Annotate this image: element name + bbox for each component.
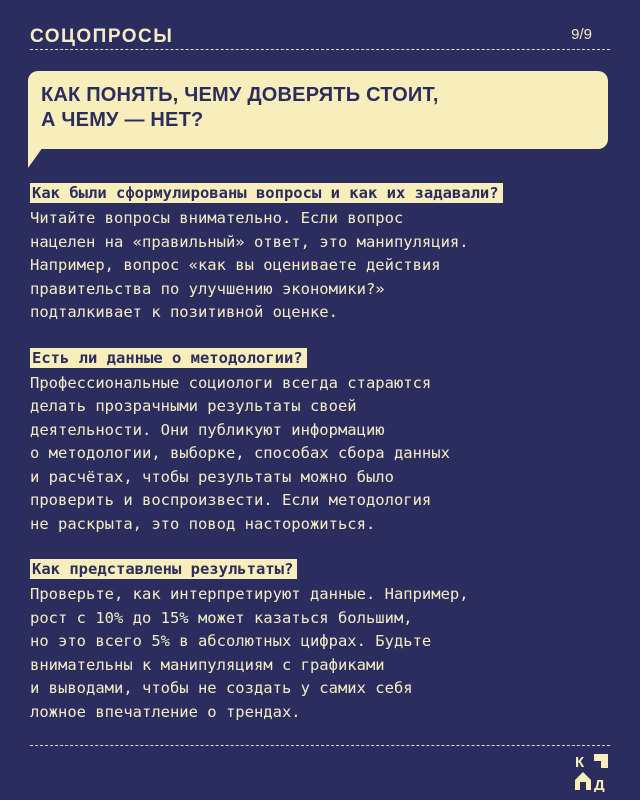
house-logo-icon xyxy=(574,752,610,792)
logo-letter-top: К xyxy=(575,754,585,771)
callout-bubble xyxy=(28,71,608,149)
brand-title: СОЦОПРОСЫ xyxy=(30,26,174,47)
section-question: Как представлены результаты? xyxy=(30,559,297,579)
content-area xyxy=(30,182,620,746)
section-results xyxy=(30,558,620,724)
logo-letter-bottom: Д xyxy=(594,777,605,792)
top-divider xyxy=(30,49,610,50)
bottom-divider xyxy=(30,745,610,746)
section-wording xyxy=(30,182,620,325)
section-text: Проверьте, как интерпретируют данные. Например, рост с 10% до 15% может казаться большим, но это всего 5% в абсолютных цифрах. Будьте внимательны к манипуляциям с графиками и выводами, чтобы не создать у самих себя ложное впечатление о трендах. xyxy=(30,585,469,721)
page-indicator: 9/9 xyxy=(571,26,592,43)
section-question: Есть ли данные о методологии? xyxy=(30,348,307,368)
section-methodology xyxy=(30,347,620,537)
section-text: Читайте вопросы внимательно. Если вопрос нацелен на «правильный» ответ, это манипуляция. Например, вопрос «как вы оцениваете действия правительства по улучшению экономики?» подталкивает к позитивной оценке. xyxy=(30,209,469,321)
section-question: Как были сформулированы вопросы и как их задавали? xyxy=(30,183,503,203)
section-text: Профессиональные социологи всегда стараются делать прозрачными результаты своей деятельности. Они публикуют информацию о методологии, выборке, способах сбора данных и расчётах, чтобы результаты можно было проверить и воспроизвести. Если методология не раскрыта, это повод насторожиться. xyxy=(30,373,450,533)
callout-title: КАК ПОНЯТЬ, ЧЕМУ ДОВЕРЯТЬ СТОИТ, А ЧЕМУ — НЕТ? xyxy=(41,84,439,131)
callout-tail xyxy=(28,140,48,168)
